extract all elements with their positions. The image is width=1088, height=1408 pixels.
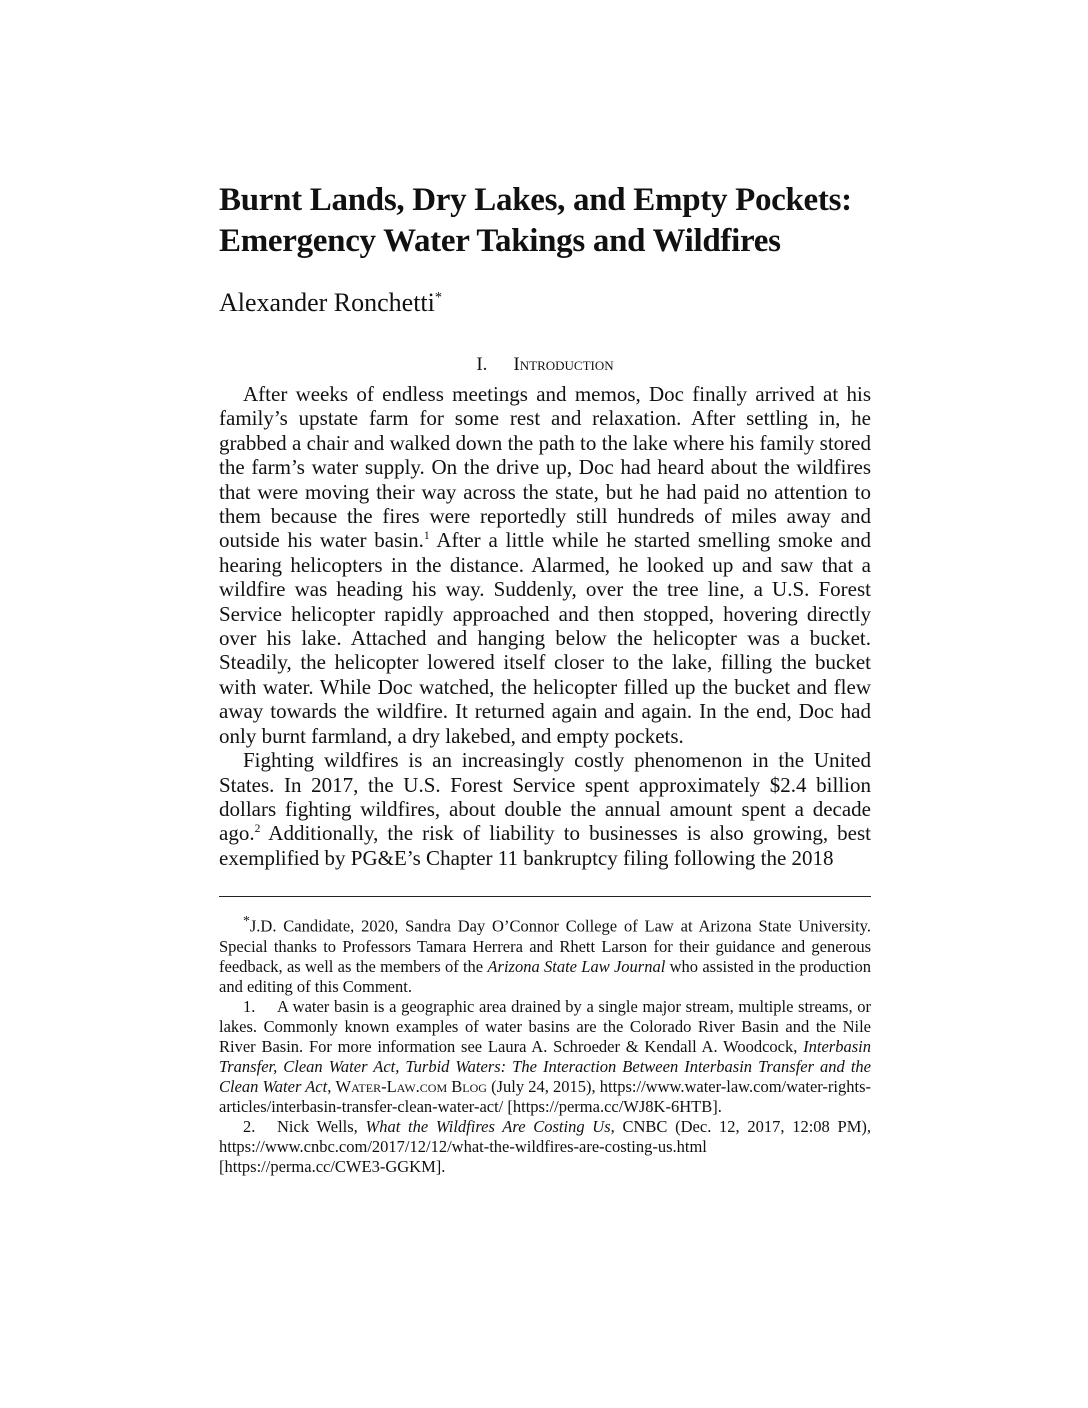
body-text xyxy=(219,382,871,870)
author-footnote-mark: * xyxy=(434,289,443,306)
paragraph-1 xyxy=(219,382,871,748)
footnote-2-number: 2. xyxy=(243,1116,256,1136)
footnote-2-perma: [https://perma.cc/CWE3-GGKM]. xyxy=(219,1156,446,1176)
footnote-1-title: Interbasin Transfer, Clean Water Act, Turbid Waters: The Interaction Between Interbasin Transfer and the Clean Water Act xyxy=(219,1036,871,1096)
article-page xyxy=(219,180,871,1177)
footnote-author-text-a: J.D. Candidate, 2020, Sandra Day O’Connor College of Law at Arizona State University. Special thanks to Professors Tamara Herrera and Rhett Larson for their guidance and generous feedback, as well as the members of the xyxy=(219,916,871,976)
author-text: Alexander Ronchetti xyxy=(219,288,435,317)
footnote-author xyxy=(219,911,871,997)
article-title xyxy=(219,180,871,262)
footnote-2-text-a: Nick Wells, xyxy=(277,1116,366,1136)
footnote-2-title: What the Wildfires Are Costing Us xyxy=(365,1116,611,1136)
footnote-1-source: Water-Law.com Blog xyxy=(335,1076,487,1096)
footnote-2-text-b: , CNBC (Dec. 12, 2017, 12:08 PM), https://www.cnbc.com/2017/12/12/what-the-wildfires-are-costing-us.html xyxy=(219,1116,871,1156)
paragraph-2 xyxy=(219,748,871,870)
footnotes xyxy=(219,911,871,1177)
paragraph-1-text-a: After weeks of endless meetings and memos, Doc finally arrived at his family’s upstate farm for some rest and relaxation. After settling in, he grabbed a chair and walked down the path to the lake where his family stored the farm’s water supply. On the drive up, Doc had heard about the wildfires that were moving their way across the state, but he had paid no attention to them because the fires were reportedly still hundreds of miles away and outside his water basin. xyxy=(219,382,871,553)
footnote-1-text-b: , xyxy=(327,1076,336,1096)
footnote-1-text-c: (July 24, 2015), https://www.water-law.com/water-rights-articles/interbasin-transfer-clean-water-act/ [https://perma.cc/WJ8K-6HTB]. xyxy=(219,1076,872,1116)
footnote-author-text-b: who assisted in the production and editing of this Comment. xyxy=(219,956,872,996)
footnote-1-text-a: A water basin is a geographic area drained by a single major stream, multiple streams, or lakes. Commonly known examples of water basins are the Colorado River Basin and the Nile River Basin. For more information see Laura A. Schroeder & Kendall A. Woodcock, xyxy=(219,996,871,1056)
author-name xyxy=(219,288,871,318)
footnote-divider xyxy=(219,896,871,897)
title-line-2: Emergency Water Takings and Wildfires xyxy=(219,223,781,259)
section-heading xyxy=(219,354,871,376)
footnote-1-number: 1. xyxy=(243,996,256,1016)
footnote-ref-1: 1 xyxy=(423,530,430,543)
journal-name: Arizona State Law Journal xyxy=(487,956,666,976)
section-title: Introduction xyxy=(513,354,614,375)
footnote-author-mark: * xyxy=(243,913,250,929)
footnote-1 xyxy=(219,997,871,1117)
footnote-ref-2: 2 xyxy=(254,823,261,836)
paragraph-2-text-a: Fighting wildfires is an increasingly costly phenomenon in the United States. In 2017, the U.S. Forest Service spent approximately $2.4 billion dollars fighting wildfires, about double the annual amount spent a decade ago. xyxy=(219,748,871,846)
footnote-2 xyxy=(219,1117,871,1177)
paragraph-1-text-b: After a little while he started smelling smoke and hearing helicopters in the distance. Alarmed, he looked up and saw that a wildfire was heading his way. Suddenly, over the tree line, a U.S. Forest Service helicopter rapidly approached and then stopped, hovering directly over his lake. Attached and hanging below the helicopter was a bucket. Steadily, the helicopter lowered itself closer to the lake, filling the bucket with water. While Doc watched, the helicopter filled up the bucket and flew away towards the wildfire. It returned again and again. In the end, Doc had only burnt farmland, a dry lakebed, and empty pockets. xyxy=(219,528,871,748)
paragraph-2-text-b: Additionally, the risk of liability to businesses is also growing, best exemplified by PG&E’s Chapter 11 bankruptcy filing following the 2018 xyxy=(219,821,871,870)
section-number: I. xyxy=(476,354,488,375)
title-line-1: Burnt Lands, Dry Lakes, and Empty Pockets: xyxy=(219,182,852,218)
